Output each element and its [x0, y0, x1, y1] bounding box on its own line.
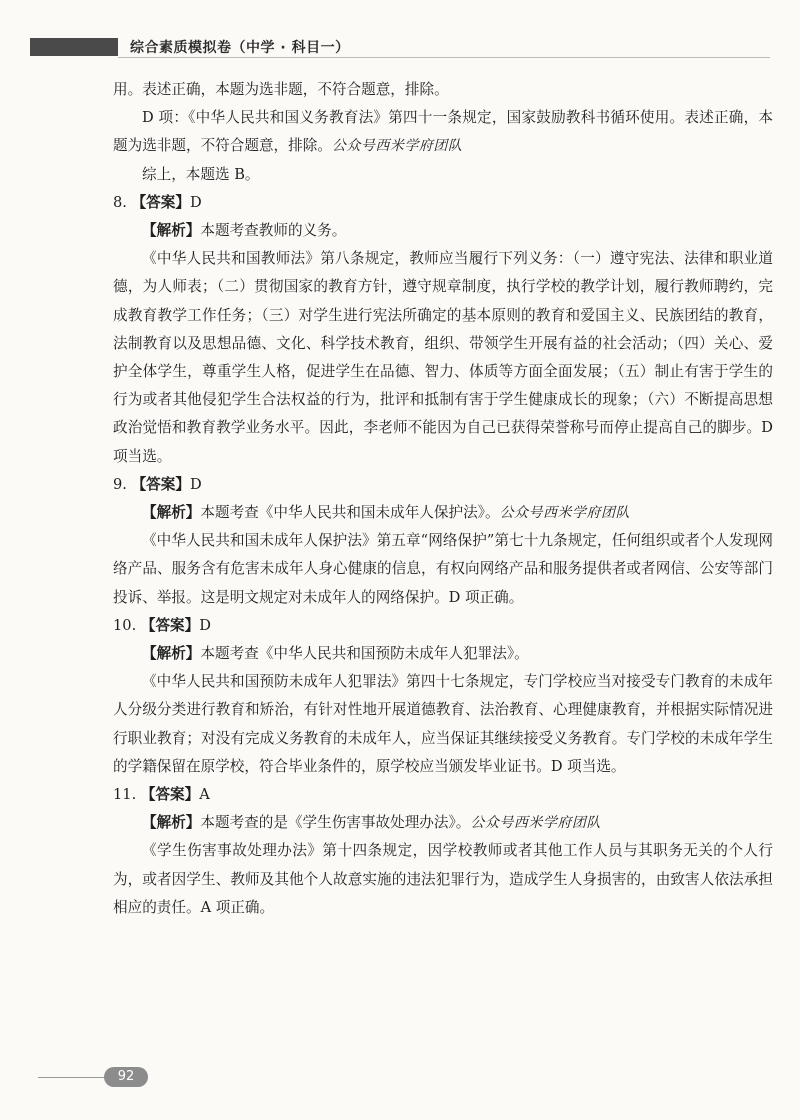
watermark-text: 公众号西米学府团队	[331, 138, 463, 155]
question-10-body: 《中华人民共和国预防未成年人犯罪法》第四十七条规定，专门学校应当对接受专门教育的未成年人分级分类进行教育和矫治，有针对性地开展道德教育、法治教育、心理健康教育，并根据实际情况进行职业教育；对没有完成义务教育的未成年人，应当保证其继续接受义务教育。专门学校的未成年学生的学籍保留在原学校，符合毕业条件的，原学校应当颁发毕业证书。D 项当选。	[113, 673, 773, 775]
watermark-text: 公众号西米学府团队	[499, 505, 631, 522]
paragraph: 用。表述正确，本题为选非题，不符合题意，排除。	[113, 81, 449, 98]
header-bar	[30, 38, 118, 56]
page-number: 92	[104, 1067, 148, 1087]
question-8-body: 《中华人民共和国教师法》第八条规定，教师应当履行下列义务：（一）遵守宪法、法律和职业道德，为人师表；（二）贯彻国家的教育方针，遵守规章制度，执行学校的教学计划，履行教师聘约，完成教育教学工作任务；（三）对学生进行宪法所确定的基本原则的教育和爱国主义、民族团结的教育，法制教育以及思想品德、文化、科学技术教育，组织、带领学生开展有益的社会活动；（四）关心、爱护全体学生，尊重学生人格，促进学生在品德、智力、体质等方面全面发展；（五）制止有害于学生的行为或者其他侵犯学生合法权益的行为，批评和抵制有害于学生健康成长的现象；（六）不断提高思想政治觉悟和教育教学业务水平。因此，李老师不能因为自己已获得荣誉称号而停止提高自己的脚步。D 项当选。	[113, 250, 773, 465]
watermark-text: 公众号西米学府团队	[470, 815, 601, 832]
paragraph-summary: 综上，本题选 B。	[142, 165, 260, 183]
question-11-analysis: 【解析】本题考查的是《学生伤害事故处理办法》。公众号西米学府团队	[142, 814, 601, 832]
question-8-analysis: 【解析】本题考查教师的义务。	[142, 222, 347, 240]
question-9-answer: 9. 【答案】D	[113, 475, 202, 493]
page-content	[113, 76, 773, 922]
question-10-analysis: 【解析】本题考查《中华人民共和国预防未成年人犯罪法》。	[142, 645, 529, 663]
question-8-answer: 8. 【答案】D	[113, 193, 202, 211]
question-9-analysis: 【解析】本题考查《中华人民共和国未成年人保护法》。公众号西米学府团队	[142, 504, 631, 522]
header-title: 综合素质模拟卷（中学 · 科目一）	[130, 40, 350, 56]
header-rule	[118, 57, 770, 58]
question-11-answer: 11. 【答案】A	[113, 786, 210, 804]
footer-line	[38, 1077, 108, 1078]
question-10-answer: 10. 【答案】D	[113, 616, 211, 634]
paragraph-option-d: D 项：《中华人民共和国义务教育法》第四十一条规定，国家鼓励教科书循环使用。表述正确，本题为选非题，不符合题意，排除。公众号西米学府团队	[113, 109, 773, 155]
question-11-body: 《学生伤害事故处理办法》第十四条规定，因学校教师或者其他工作人员与其职务无关的个人行为，或者因学生、教师及其他个人故意实施的违法犯罪行为，造成学生人身损害的，由致害人依法承担相应的责任。A 项正确。	[113, 842, 773, 916]
question-9-body: 《中华人民共和国未成年人保护法》第五章“网络保护”第七十九条规定，任何组织或者个人发现网络产品、服务含有危害未成年人身心健康的信息，有权向网络产品和服务提供者或者网信、公安等部门投诉、举报。这是明文规定对未成年人的网络保护。D 项正确。	[113, 532, 773, 606]
